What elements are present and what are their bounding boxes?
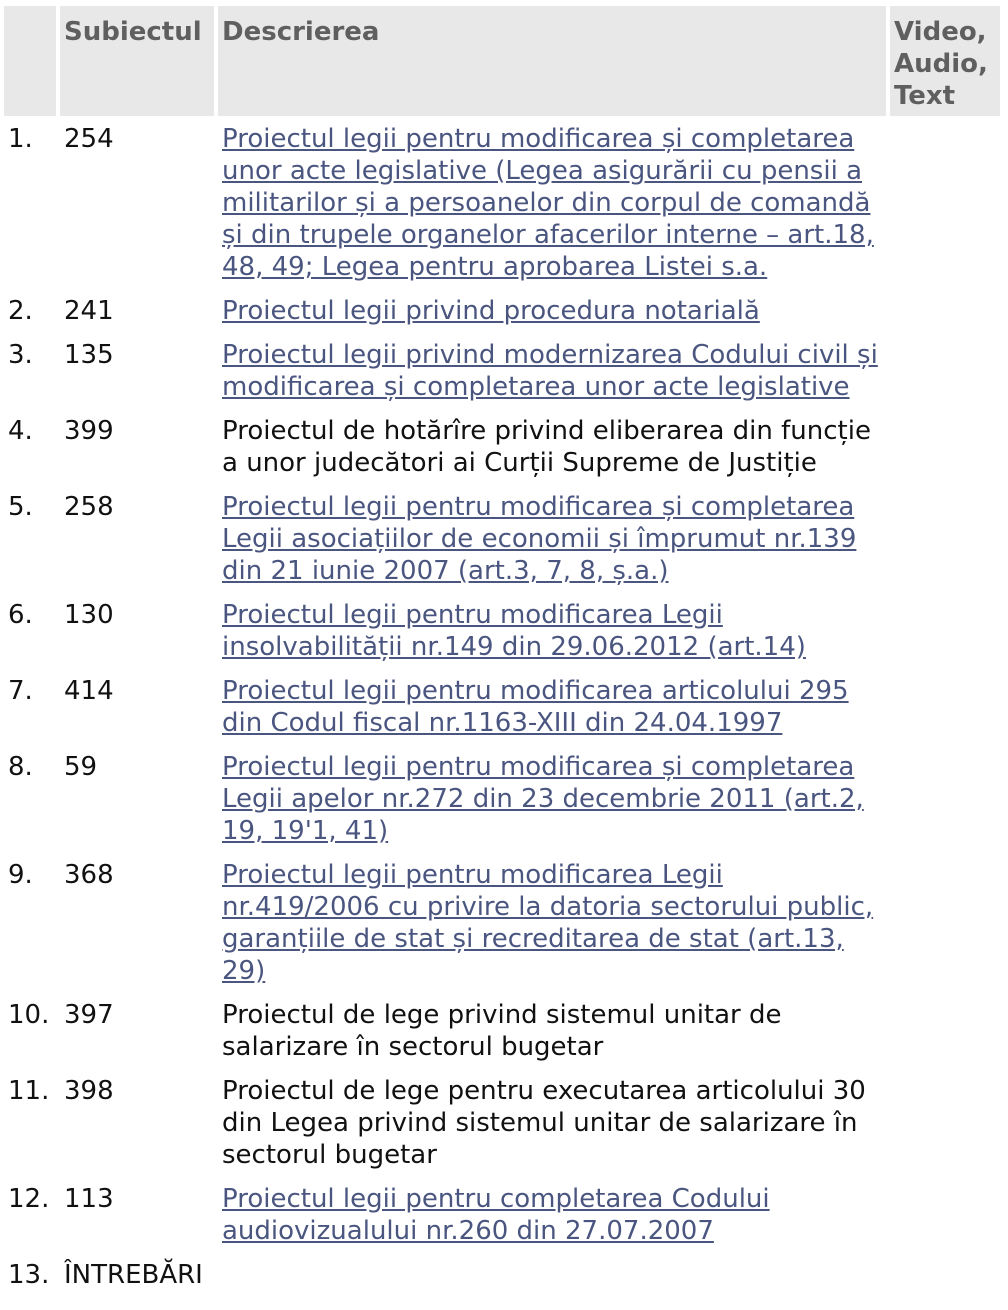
description-link[interactable]: Proiectul legii pentru completarea Codului audiovizualului nr.260 din 27.07.2007	[222, 1184, 770, 1246]
row-subject: 414	[64, 676, 114, 706]
description-link[interactable]: Proiectul legii pentru modificarea și completarea unor acte legislative (Legea asigurării cu pensii a militarilor și a persoanelor din corpul de comandă și din trupele organelor afacerilor interne – art.18, 48, 49; Legea pentru aprobarea Listei s.a.	[222, 124, 874, 282]
description-link[interactable]: Proiectul legii pentru modificarea Legii nr.419/2006 cu privire la datoria sectorului public, garanțiile de stat și recreditarea de stat (art.13, 29)	[222, 860, 874, 986]
row-number: 6.	[8, 600, 33, 630]
row-number: 1.	[8, 124, 33, 154]
row-subject: 397	[64, 1000, 114, 1030]
row-description	[218, 1176, 890, 1252]
row-media	[890, 668, 1000, 744]
row-media	[890, 1068, 1000, 1176]
row-number: 2.	[8, 296, 33, 326]
agenda-body	[4, 116, 1000, 1296]
table-row	[4, 592, 1000, 668]
row-media	[890, 592, 1000, 668]
description-link[interactable]: Proiectul legii pentru modificarea și completarea Legii asociațiilor de economii și împrumut nr.139 din 21 iunie 2007 (art.3, 7, 8, ș.a.)	[222, 492, 857, 586]
header-subject: Subiectul	[60, 6, 218, 116]
row-subject: 241	[64, 296, 114, 326]
row-media	[890, 288, 1000, 332]
row-subject: 398	[64, 1076, 114, 1106]
table-row	[4, 1176, 1000, 1252]
header-row	[4, 6, 1000, 116]
table-row	[4, 408, 1000, 484]
header-description: Descrierea	[218, 6, 890, 116]
row-media	[890, 484, 1000, 592]
table-row	[4, 1252, 1000, 1296]
row-subject: 258	[64, 492, 114, 522]
table-row	[4, 484, 1000, 592]
row-subject: 130	[64, 600, 114, 630]
row-description	[218, 992, 890, 1068]
row-number: 10.	[8, 1000, 50, 1030]
description-link[interactable]: Proiectul legii pentru modificarea Legii insolvabilității nr.149 din 29.06.2012 (art.14)	[222, 600, 806, 662]
table-row	[4, 1068, 1000, 1176]
row-description	[218, 288, 890, 332]
row-media	[890, 332, 1000, 408]
row-number: 4.	[8, 416, 33, 446]
row-description	[218, 1068, 890, 1176]
description-link[interactable]: Proiectul legii pentru modificarea articolului 295 din Codul fiscal nr.1163-XIII din 24.04.1997	[222, 676, 849, 738]
table-row	[4, 744, 1000, 852]
row-description	[218, 408, 890, 484]
row-subject: 254	[64, 124, 114, 154]
row-description	[218, 592, 890, 668]
table-row	[4, 992, 1000, 1068]
row-media	[890, 992, 1000, 1068]
table-row	[4, 668, 1000, 744]
table-row	[4, 852, 1000, 992]
row-number: 8.	[8, 752, 33, 782]
row-number: 3.	[8, 340, 33, 370]
row-description	[218, 668, 890, 744]
row-number: 5.	[8, 492, 33, 522]
row-number: 7.	[8, 676, 33, 706]
header-number	[4, 6, 60, 116]
row-description	[218, 332, 890, 408]
row-subject: 135	[64, 340, 114, 370]
row-media	[890, 1176, 1000, 1252]
description-text: Proiectul de lege privind sistemul unitar de salarizare în sectorul bugetar	[222, 1000, 782, 1062]
table-row	[4, 116, 1000, 288]
description-text: Proiectul de hotărîre privind eliberarea din funcție a unor judecători ai Curții Supreme de Justiție	[222, 416, 871, 478]
description-link[interactable]: Proiectul legii privind procedura notarială	[222, 296, 760, 326]
row-number: 11.	[8, 1076, 50, 1106]
header-media: Video, Audio, Text	[890, 6, 1000, 116]
row-description	[218, 744, 890, 852]
row-number: 9.	[8, 860, 33, 890]
description-link[interactable]: Proiectul legii privind modernizarea Codului civil și modificarea și completarea unor acte legislative	[222, 340, 878, 402]
row-subject: ÎNTREBĂRI	[64, 1260, 203, 1290]
row-subject: 59	[64, 752, 98, 782]
row-subject: 399	[64, 416, 114, 446]
row-number: 13.	[8, 1260, 50, 1290]
row-media	[890, 408, 1000, 484]
row-subject: 113	[64, 1184, 114, 1214]
description-text: Proiectul de lege pentru executarea articolului 30 din Legea privind sistemul unitar de salarizare în sectorul bugetar	[222, 1076, 866, 1170]
row-media	[890, 744, 1000, 852]
table-row	[4, 332, 1000, 408]
row-subject: 368	[64, 860, 114, 890]
row-description	[218, 116, 890, 288]
row-media	[890, 116, 1000, 288]
table-row	[4, 288, 1000, 332]
row-description	[218, 852, 890, 992]
agenda-table	[4, 6, 1000, 1296]
row-number: 12.	[8, 1184, 50, 1214]
description-link[interactable]: Proiectul legii pentru modificarea și completarea Legii apelor nr.272 din 23 decembrie 2011 (art.2, 19, 19'1, 41)	[222, 752, 864, 846]
row-media	[890, 852, 1000, 992]
row-description	[218, 484, 890, 592]
